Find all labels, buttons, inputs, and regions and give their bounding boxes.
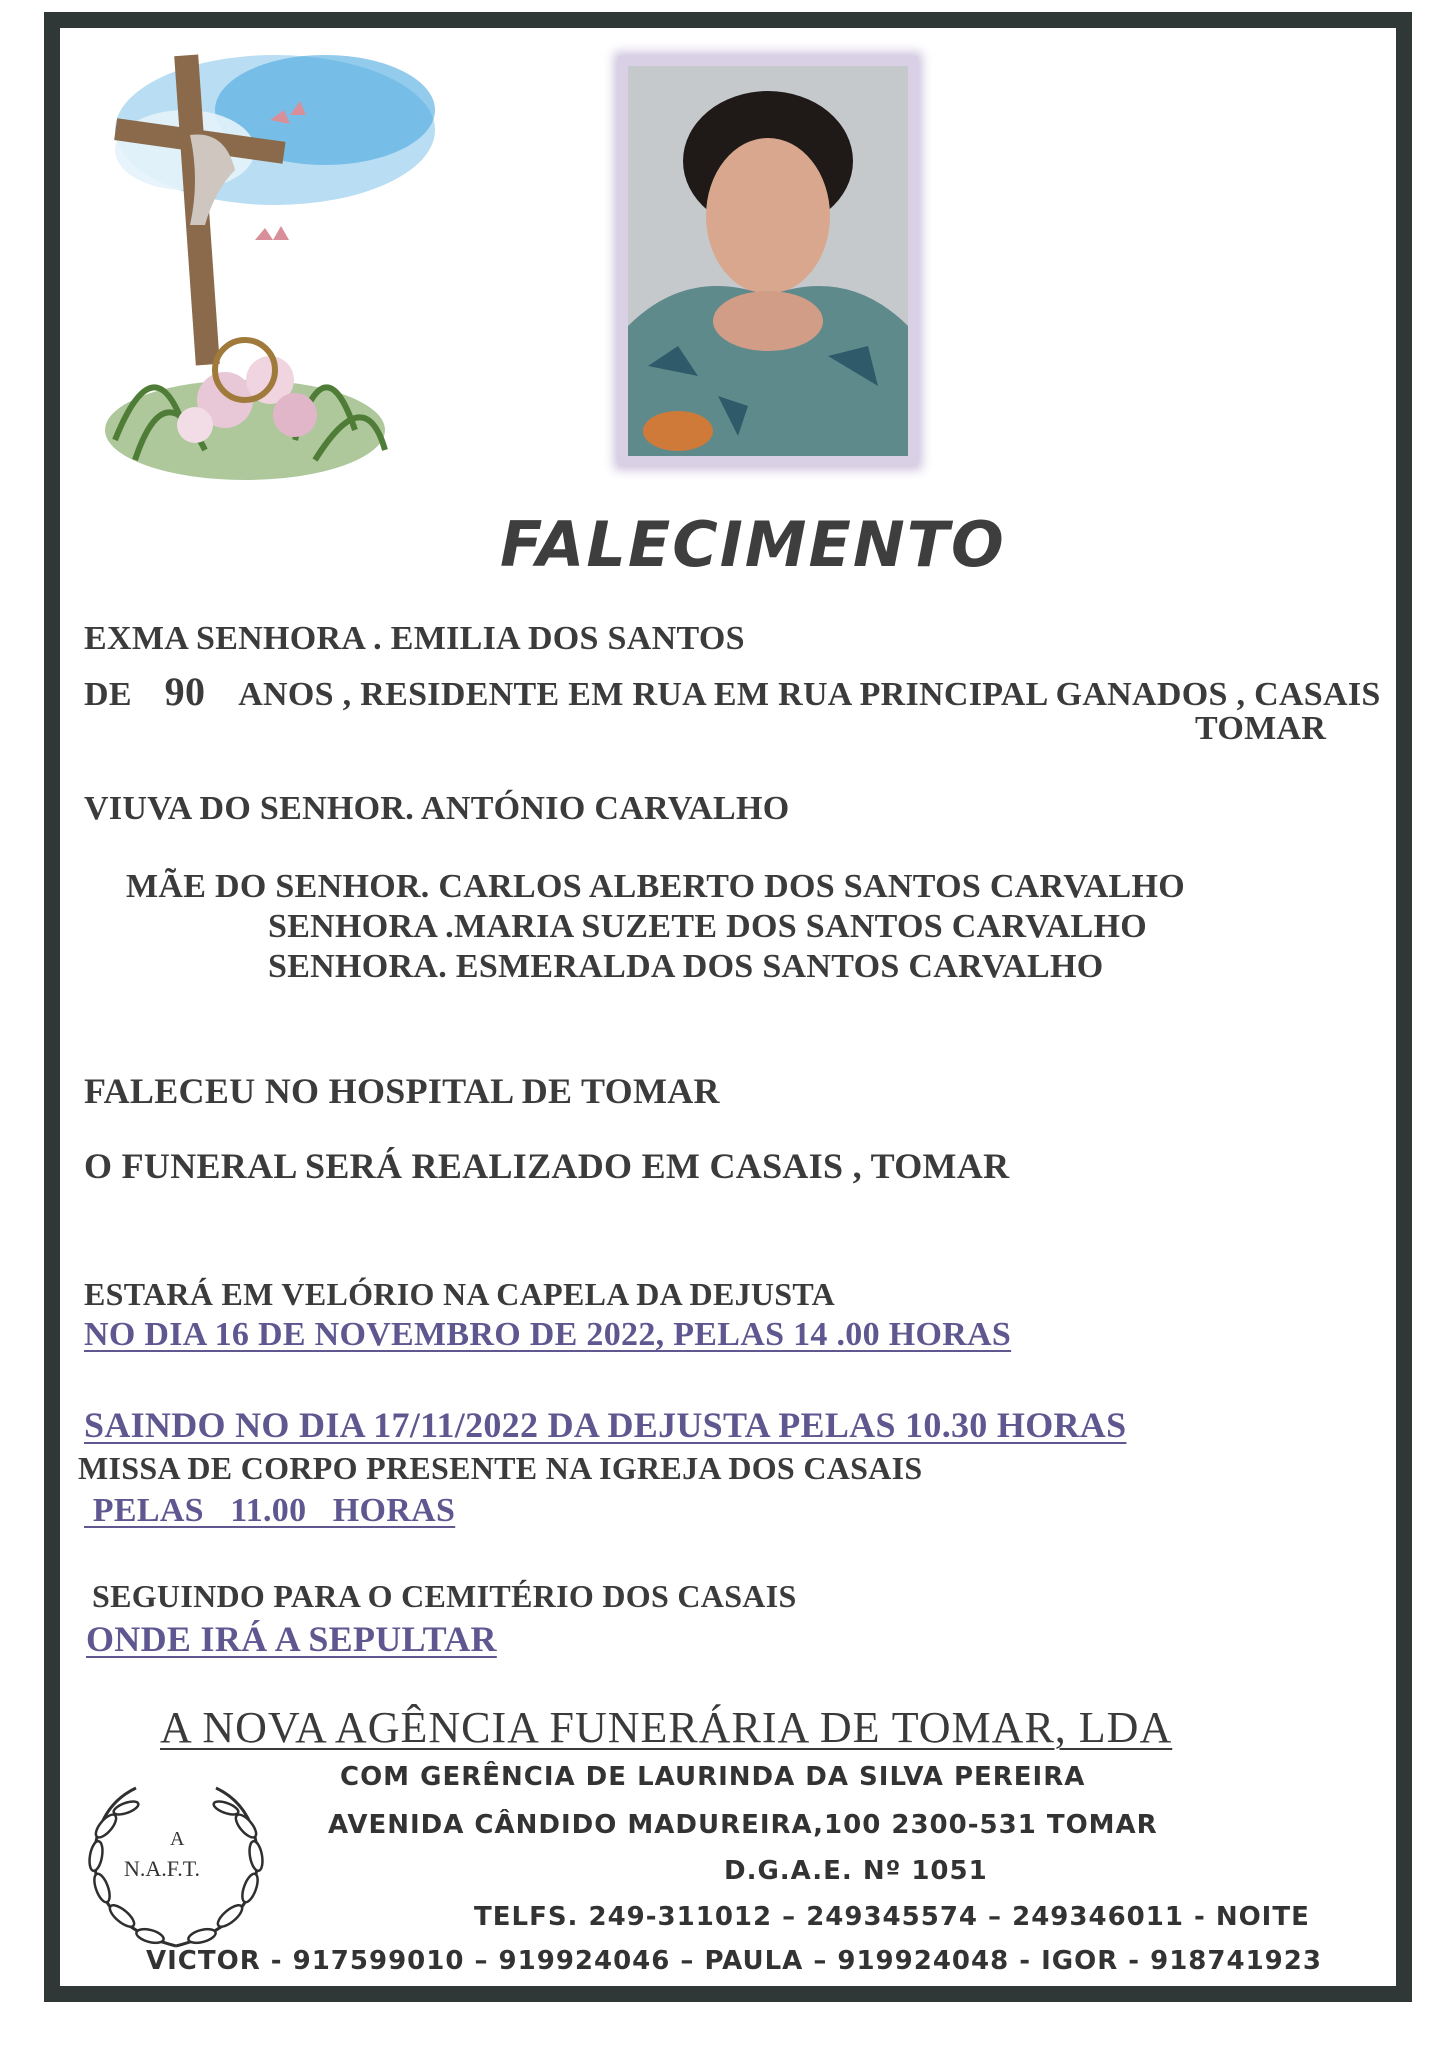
residence-town: TOMAR bbox=[1195, 710, 1327, 747]
wake-line-2: NO DIA 16 DE NOVEMBRO DE 2022, PELAS 14 .00 HORAS bbox=[84, 1316, 1012, 1353]
agency-address: AVENIDA CÂNDIDO MADUREIRA,100 2300-531 TOMAR bbox=[328, 1810, 1158, 1840]
seal-text: N.A.F.T. bbox=[124, 1856, 201, 1881]
mass-line-2: PELAS 11.00 HORAS bbox=[84, 1492, 456, 1529]
cross-flowers-illustration bbox=[95, 40, 435, 490]
agency-phones: TELFS. 249-311012 – 249345574 – 249346011 - NOITE bbox=[474, 1902, 1310, 1932]
deceased-age-residence-line bbox=[84, 668, 1381, 715]
mother-of-line-1: MÃE DO SENHOR. CARLOS ALBERTO DOS SANTOS CARVALHO bbox=[126, 868, 1185, 905]
page-title: FALECIMENTO bbox=[500, 508, 1006, 581]
agency-management: COM GERÊNCIA DE LAURINDA DA SILVA PEREIRA bbox=[340, 1762, 1086, 1792]
wake-line-1: ESTARÁ EM VELÓRIO NA CAPELA DA DEJUSTA bbox=[84, 1276, 836, 1312]
widow-of-line: VIUVA DO SENHOR. ANTÓNIO CARVALHO bbox=[84, 790, 790, 827]
burial-line-1: SEGUINDO PARA O CEMITÉRIO DOS CASAIS bbox=[92, 1578, 797, 1614]
age-prefix: DE bbox=[84, 676, 132, 713]
residence-text: ANOS , RESIDENTE EM RUA EM RUA PRINCIPAL GANADOS , CASAIS bbox=[238, 676, 1381, 713]
agency-dgae: D.G.A.E. Nº 1051 bbox=[724, 1856, 988, 1886]
burial-line-2: ONDE IRÁ A SEPULTAR bbox=[86, 1619, 497, 1659]
mother-of-line-3: SENHORA. ESMERALDA DOS SANTOS CARVALHO bbox=[268, 948, 1104, 985]
deceased-name-line: EXMA SENHORA . EMILIA DOS SANTOS bbox=[84, 620, 745, 657]
departure-line: SAINDO NO DIA 17/11/2022 DA DEJUSTA PELAS 10.30 HORAS bbox=[84, 1405, 1127, 1445]
portrait-frame bbox=[618, 56, 918, 466]
agency-contacts: VICTOR - 917599010 – 919924046 – PAULA – 919924048 - IGOR - 918741923 bbox=[146, 1946, 1322, 1976]
mother-of-line-2: SENHORA .MARIA SUZETE DOS SANTOS CARVALHO bbox=[268, 908, 1147, 945]
funeral-line: O FUNERAL SERÁ REALIZADO EM CASAIS , TOMAR bbox=[84, 1146, 1010, 1186]
seal-letter: A bbox=[170, 1828, 185, 1850]
agency-name: A NOVA AGÊNCIA FUNERÁRIA DE TOMAR, LDA bbox=[160, 1703, 1173, 1752]
portrait-photo bbox=[628, 66, 908, 456]
naft-seal bbox=[76, 1776, 276, 1956]
died-at-line: FALECEU NO HOSPITAL DE TOMAR bbox=[84, 1071, 720, 1111]
mass-line-1: MISSA DE CORPO PRESENTE NA IGREJA DOS CASAIS bbox=[78, 1450, 923, 1486]
age-value: 90 bbox=[164, 669, 206, 714]
